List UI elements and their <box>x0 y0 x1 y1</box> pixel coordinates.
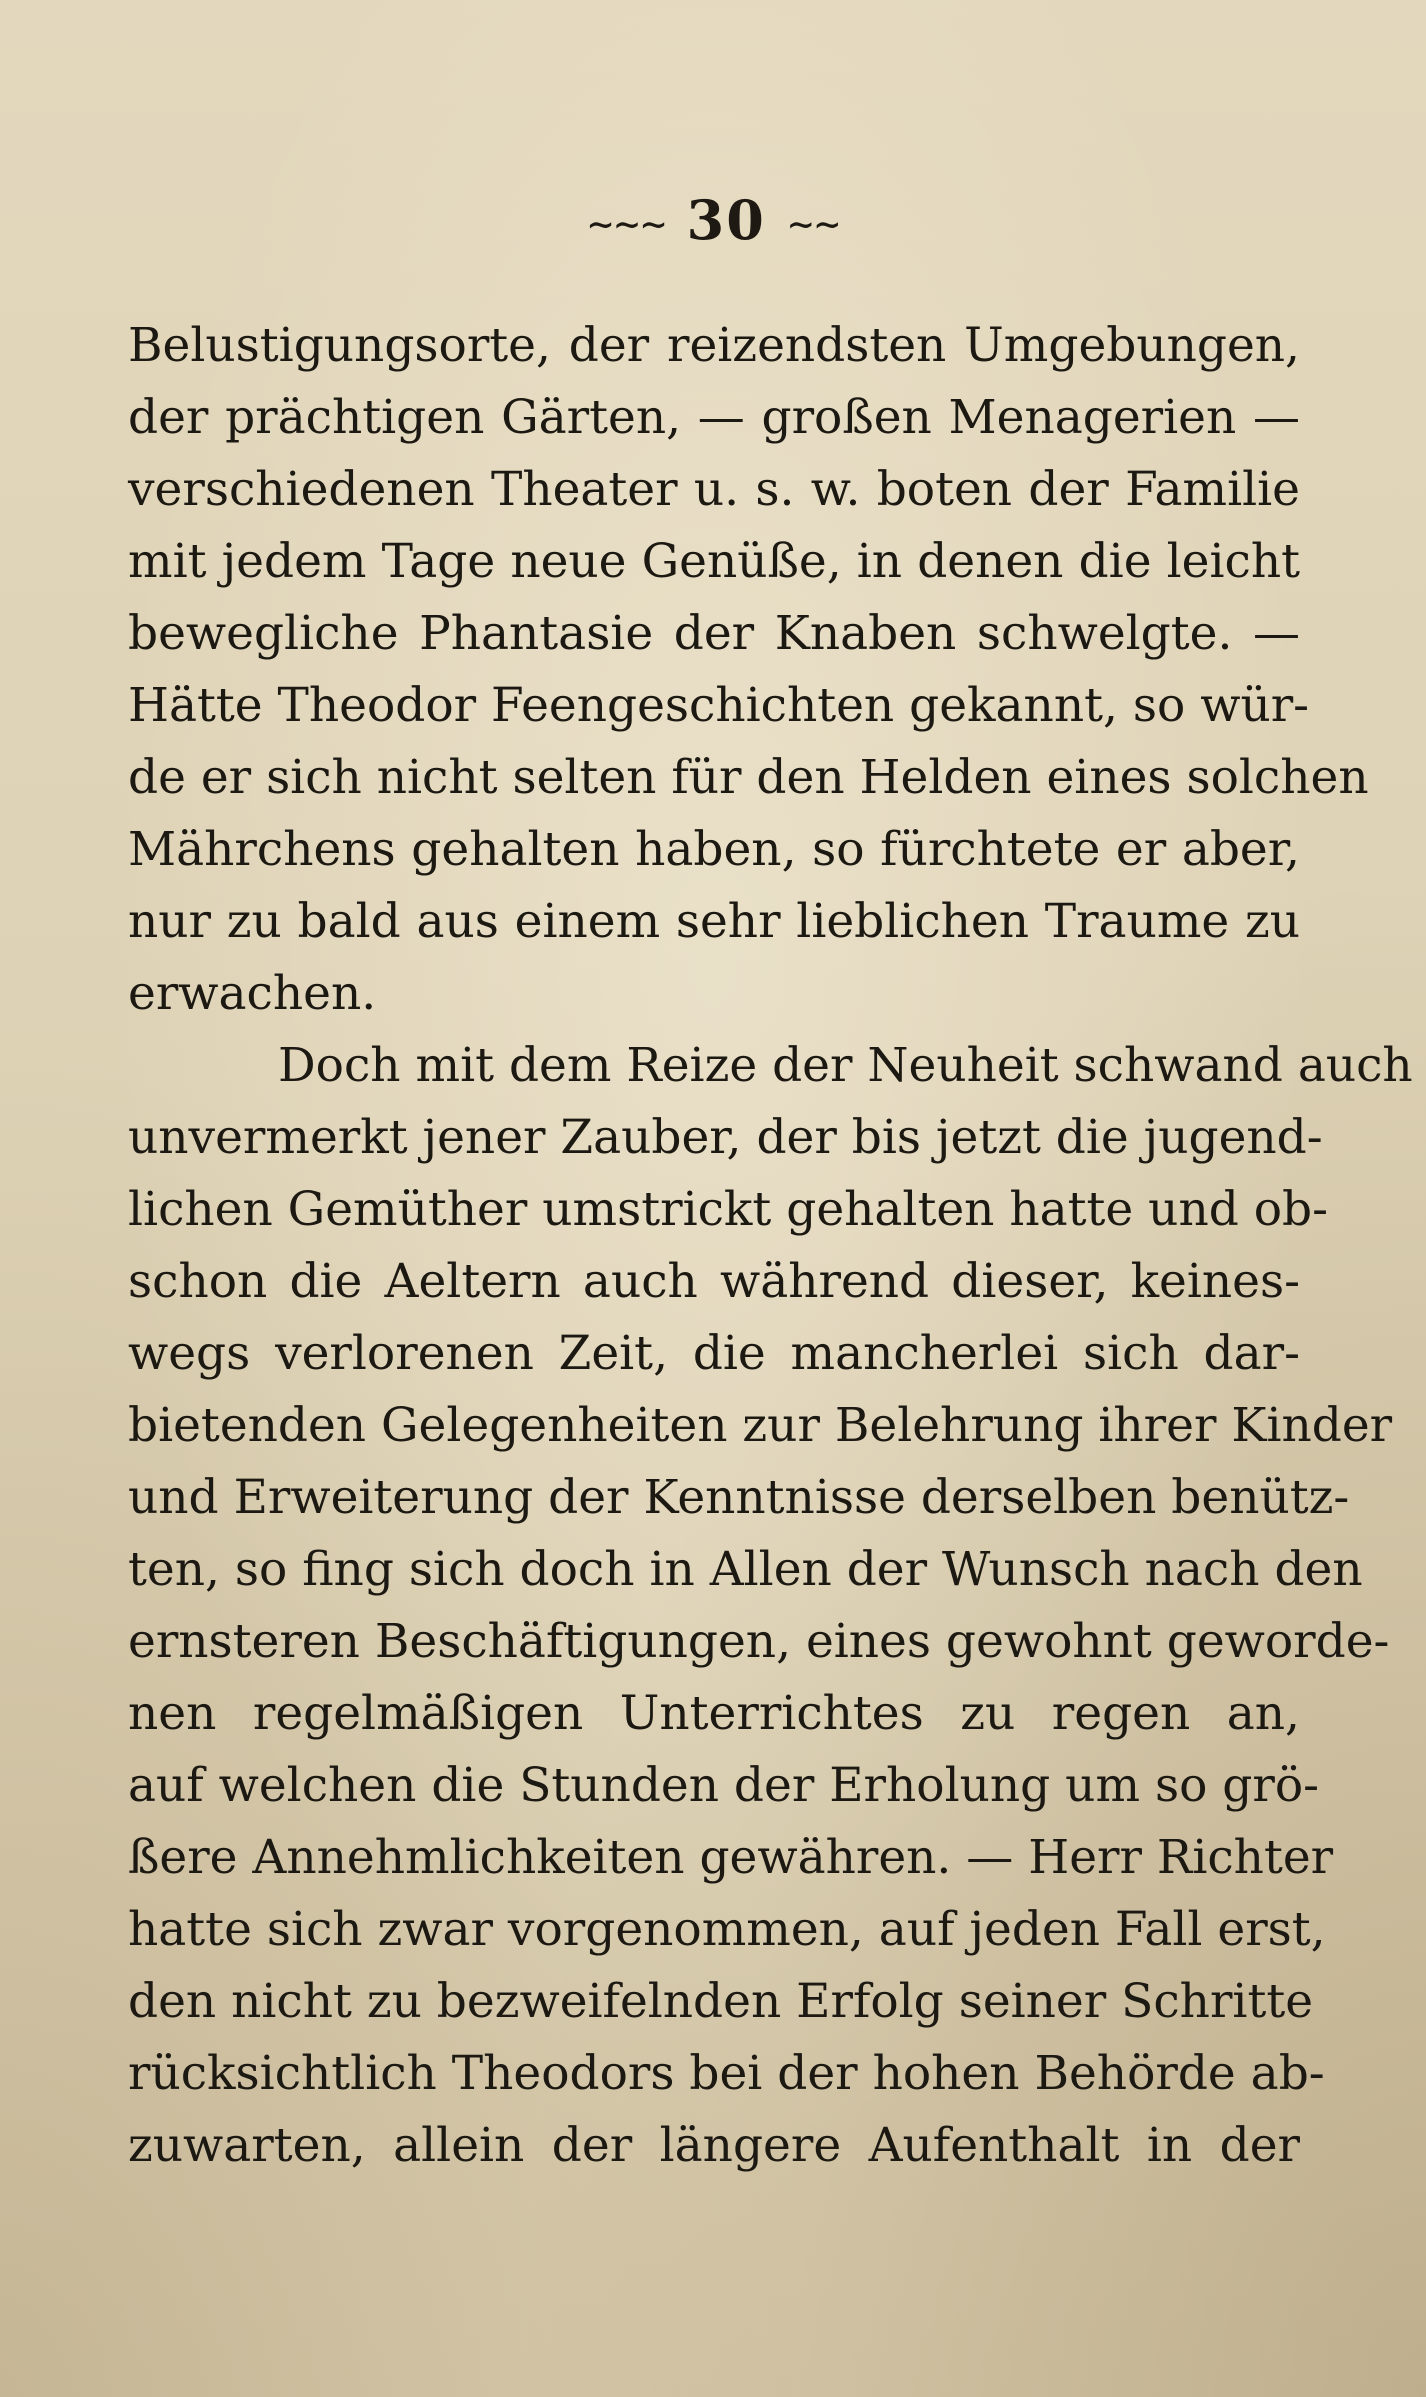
text-line: nen regelmäßigen Unterrichtes zu regen an, <box>128 1686 1300 1741</box>
text-line: ten, so fing sich doch in Allen der Wunsch nach den <box>128 1542 1363 1597</box>
page-header <box>0 188 1426 252</box>
text-line: und Erweiterung der Kenntnisse derselben benütz- <box>128 1470 1350 1525</box>
text-line: der prächtigen Gärten, — großen Menagerien — <box>128 390 1300 445</box>
right-ornament: ∼∼ <box>786 204 840 245</box>
text-line: bietenden Gelegenheiten zur Belehrung ihrer Kinder <box>128 1398 1393 1453</box>
text-line: ßere Annehmlichkeiten gewähren. — Herr Richter <box>128 1830 1334 1885</box>
text-line: Doch mit dem Reize der Neuheit schwand auch <box>278 1038 1413 1093</box>
text-line: unvermerkt jener Zauber, der bis jetzt die jugend- <box>128 1110 1323 1165</box>
text-line: hatte sich zwar vorgenommen, auf jeden Fall erst, <box>128 1902 1326 1957</box>
text-line: lichen Gemüther umstrickt gehalten hatte und ob- <box>128 1182 1329 1237</box>
text-line: rücksichtlich Theodors bei der hohen Behörde ab- <box>128 2046 1325 2101</box>
text-line: den nicht zu bezweifelnden Erfolg seiner Schritte <box>128 1974 1314 2029</box>
text-line: Belustigungsorte, der reizendsten Umgebungen, <box>128 318 1300 373</box>
text-line: ernsteren Beschäftigungen, eines gewohnt geworde- <box>128 1614 1390 1669</box>
text-line: nur zu bald aus einem sehr lieblichen Traume zu <box>128 894 1300 949</box>
text-line: auf welchen die Stunden der Erholung um so grö- <box>128 1758 1320 1813</box>
page-number: 30 <box>686 188 766 252</box>
text-line: Mährchens gehalten haben, so fürchtete er aber, <box>128 822 1300 877</box>
text-line: verschiedenen Theater u. s. w. boten der Familie <box>128 462 1300 517</box>
text-line: schon die Aeltern auch während dieser, keines- <box>128 1254 1300 1309</box>
text-line: de er sich nicht selten für den Helden eines solchen <box>128 750 1369 805</box>
text-line: erwachen. <box>128 966 377 1021</box>
left-ornament: ∼∼∼ <box>586 204 666 245</box>
text-line: zuwarten, allein der längere Aufenthalt in der <box>128 2118 1300 2173</box>
text-line: Hätte Theodor Feengeschichten gekannt, so wür- <box>128 678 1310 733</box>
body-text <box>128 310 1413 2182</box>
text-line: wegs verlorenen Zeit, die mancherlei sich dar- <box>128 1326 1300 1381</box>
text-line: mit jedem Tage neue Genüße, in denen die leicht <box>128 534 1300 589</box>
text-line: bewegliche Phantasie der Knaben schwelgte. — <box>128 606 1300 661</box>
